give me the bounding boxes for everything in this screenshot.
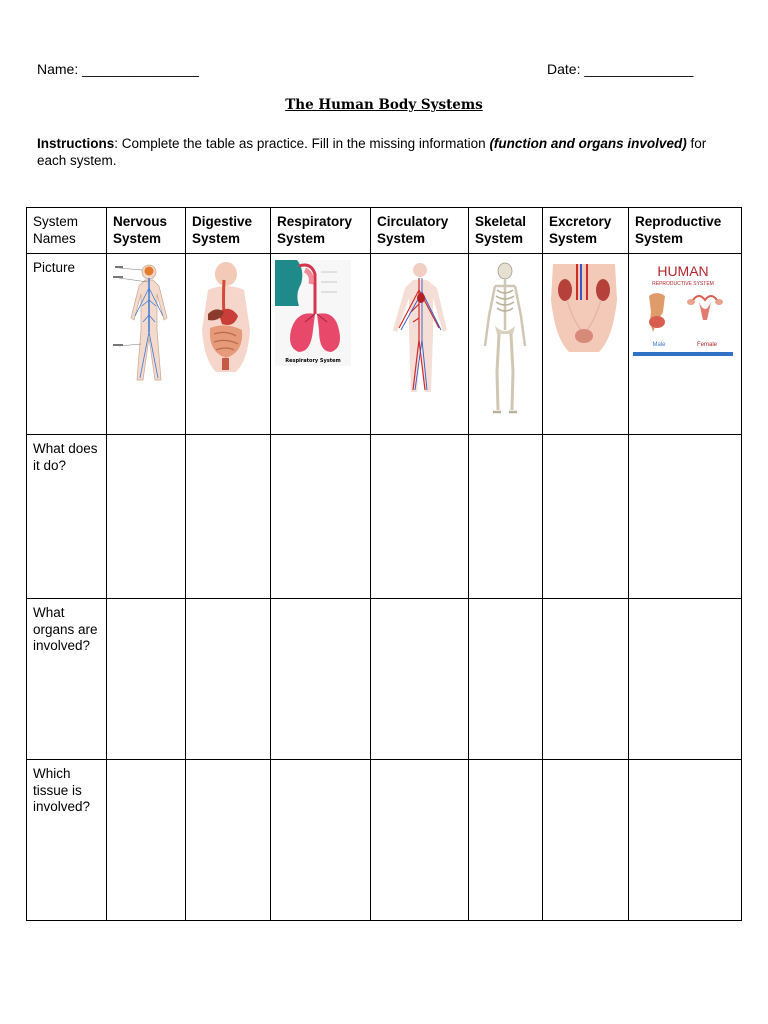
instructions-paragraph — [37, 135, 737, 169]
nervous-system-icon — [111, 260, 181, 390]
table-header-row — [27, 208, 742, 254]
reproductive-female-label: Female — [696, 342, 718, 348]
page-title: The Human Body Systems — [285, 97, 483, 113]
picture-cell-respiratory — [271, 254, 371, 435]
instructions-label: Instructions — [37, 136, 115, 151]
organs-cell-skeletal[interactable] — [469, 599, 543, 760]
tissue-cell-respiratory[interactable] — [271, 760, 371, 921]
picture-cell-excretory — [543, 254, 629, 435]
date-field-label: Date: ______________ — [547, 61, 694, 77]
body-systems-table — [26, 207, 742, 921]
instructions-text-end: for each system. — [37, 136, 707, 168]
header-circulatory-system: Circulatory System — [371, 208, 469, 254]
excretory-system-icon — [547, 260, 621, 356]
function-cell-nervous[interactable] — [107, 435, 186, 599]
picture-row — [27, 254, 742, 435]
organs-cell-respiratory[interactable] — [271, 599, 371, 760]
header-skeletal-system: Skeletal System — [469, 208, 543, 254]
reproductive-subtitle: REPRODUCTIVE SYSTEM — [652, 281, 714, 287]
reproductive-title: HUMAN — [657, 263, 709, 279]
picture-cell-reproductive — [629, 254, 742, 435]
corner-header-cell: System Names — [27, 208, 107, 254]
reproductive-system-icon — [633, 260, 733, 360]
header-reproductive-system: Reproductive System — [629, 208, 742, 254]
function-cell-digestive[interactable] — [186, 435, 271, 599]
organs-cell-digestive[interactable] — [186, 599, 271, 760]
tissue-cell-reproductive[interactable] — [629, 760, 742, 921]
tissue-cell-excretory[interactable] — [543, 760, 629, 921]
reproductive-male-label: Male — [652, 342, 666, 348]
tissue-cell-nervous[interactable] — [107, 760, 186, 921]
organs-cell-circulatory[interactable] — [371, 599, 469, 760]
row-label-picture: Picture — [27, 254, 107, 435]
tissue-cell-circulatory[interactable] — [371, 760, 469, 921]
name-field-label: Name: _______________ — [37, 61, 199, 77]
function-cell-reproductive[interactable] — [629, 435, 742, 599]
skeletal-system-icon — [473, 260, 537, 420]
function-cell-circulatory[interactable] — [371, 435, 469, 599]
picture-cell-nervous — [107, 254, 186, 435]
picture-cell-digestive — [186, 254, 271, 435]
tissue-cell-skeletal[interactable] — [469, 760, 543, 921]
function-cell-skeletal[interactable] — [469, 435, 543, 599]
header-respiratory-system: Respiratory System — [271, 208, 371, 254]
digestive-system-icon — [190, 260, 262, 380]
header-excretory-system: Excretory System — [543, 208, 629, 254]
tissue-cell-digestive[interactable] — [186, 760, 271, 921]
respiratory-system-icon — [275, 260, 351, 366]
organs-cell-excretory[interactable] — [543, 599, 629, 760]
row-label-function: What does it do? — [27, 435, 107, 599]
function-cell-excretory[interactable] — [543, 435, 629, 599]
organs-cell-reproductive[interactable] — [629, 599, 742, 760]
function-row — [27, 435, 742, 599]
picture-cell-skeletal — [469, 254, 543, 435]
circulatory-system-icon — [375, 260, 465, 396]
row-label-organs: What organs are involved? — [27, 599, 107, 760]
instructions-emphasis: (function and organs involved) — [489, 136, 687, 151]
row-label-tissue: Which tissue is involved? — [27, 760, 107, 921]
organs-cell-nervous[interactable] — [107, 599, 186, 760]
tissue-row — [27, 760, 742, 921]
organs-row — [27, 599, 742, 760]
instructions-text: : Complete the table as practice. Fill in the missing information — [114, 136, 490, 151]
header-nervous-system: Nervous System — [107, 208, 186, 254]
respiratory-caption: Respiratory System — [285, 358, 341, 364]
picture-cell-circulatory — [371, 254, 469, 435]
header-digestive-system: Digestive System — [186, 208, 271, 254]
function-cell-respiratory[interactable] — [271, 435, 371, 599]
